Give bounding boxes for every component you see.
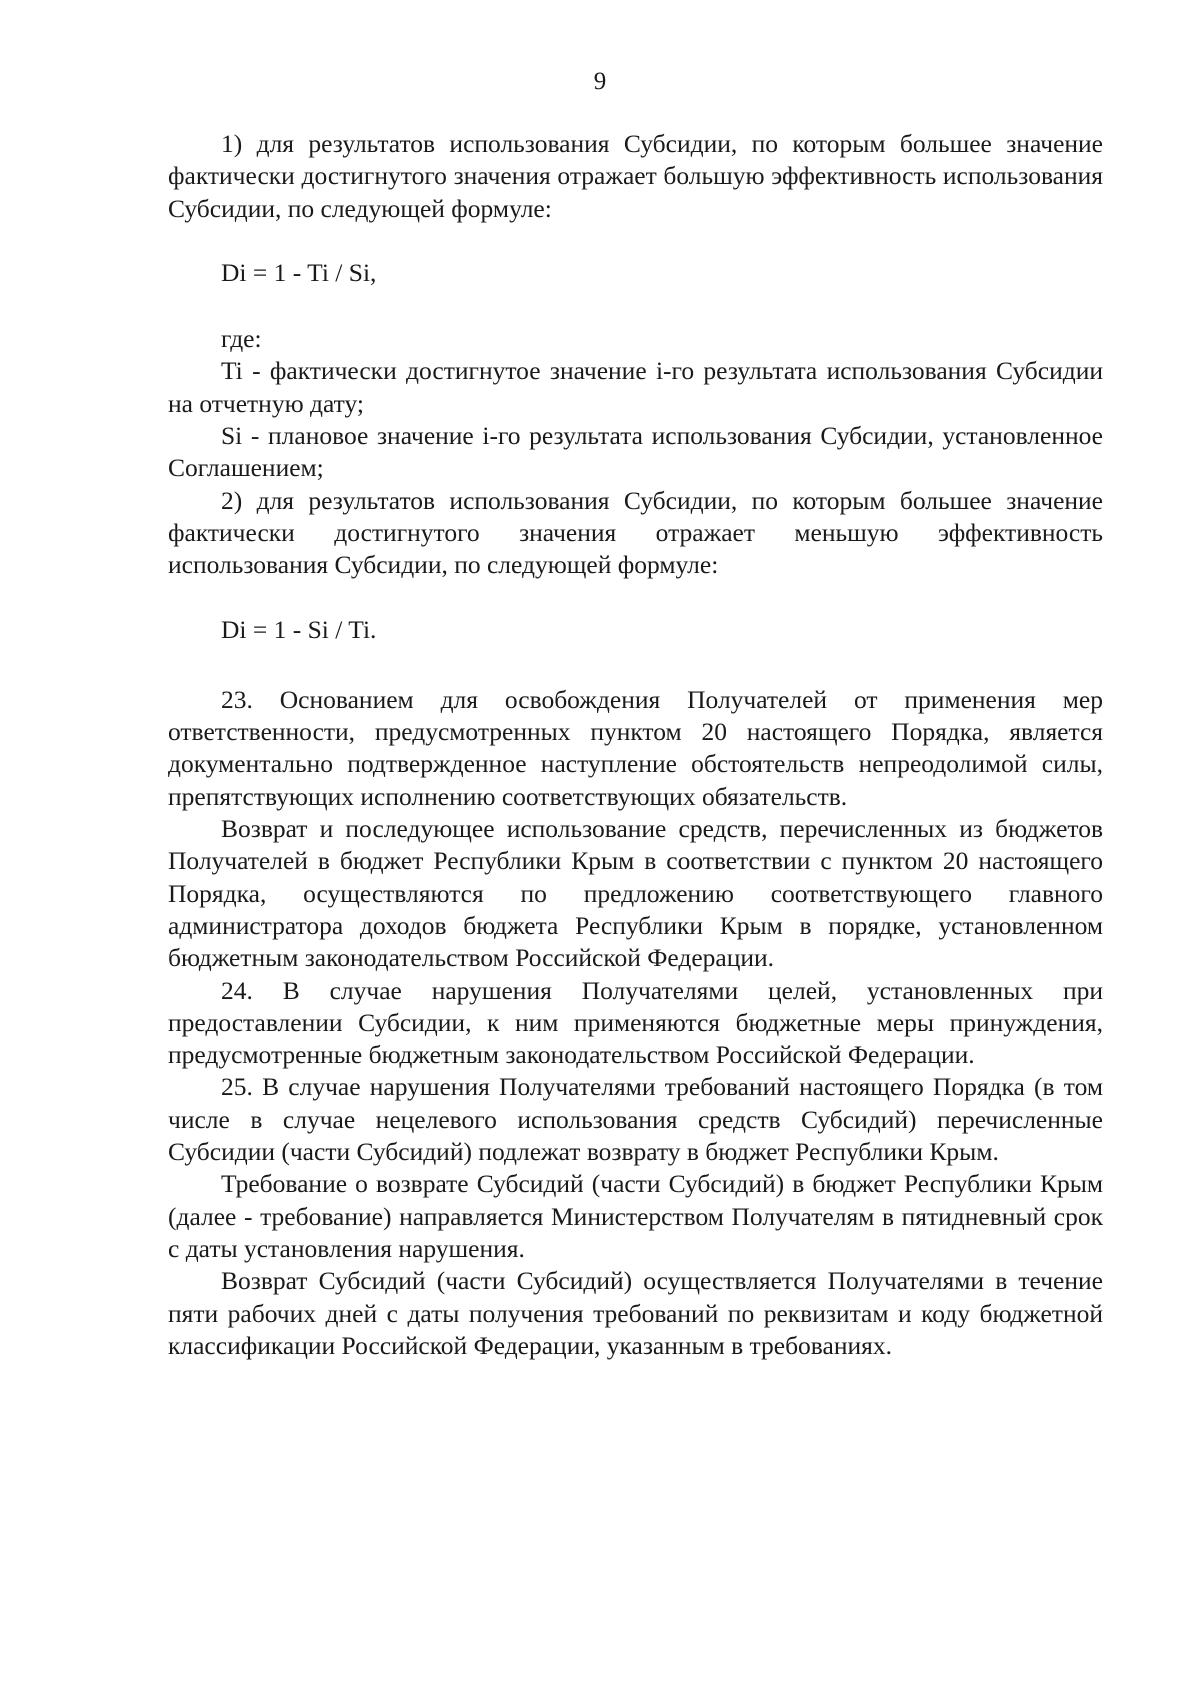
document-body [168, 128, 1103, 1362]
paragraph-ti-definition: Ti - фактически достигнутое значение i-го результата использования Субсидии на отчетную дату; [168, 356, 1103, 418]
formula-2: Di = 1 - Si / Ti. [221, 614, 377, 644]
paragraph-24: 24. В случае нарушения Получателями целей, установленных при предоставлении Субсидии, к ним применяются бюджетные меры принуждения, предусмотренные бюджетным законодательством Российской Федерации. [168, 975, 1103, 1070]
page-number: 9 [593, 68, 607, 95]
spacer [168, 289, 1103, 323]
where-label: где: [221, 324, 262, 354]
paragraph-25-requirement: Требование о возврате Субсидий (части Субсидий) в бюджет Республики Крым (далее - требование) направляется Министерством Получателям в пятидневный срок с даты установления нарушения. [168, 1169, 1103, 1263]
paragraph-23: 23. Основанием для освобождения Получателей от применения мер ответственности, предусмотренных пунктом 20 настоящего Порядка, является документально подтвержденное наступление обстоятельств непреодолимой силы, препятствующих исполнению соответствующих обязательств. [168, 684, 1103, 811]
spacer [168, 225, 1103, 257]
spacer [168, 646, 1103, 684]
paragraph-si-definition: Si - плановое значение i-го результата использования Субсидии, установленное Соглашением; [168, 421, 1103, 483]
paragraph-item-1: 1) для результатов использования Субсидии, по которым большее значение фактически достигнутого значения отражает большую эффективность использования Субсидии, по следующей формуле: [168, 129, 1103, 223]
paragraph-25-return: Возврат Субсидий (части Субсидий) осуществляется Получателями в течение пяти рабочих дней с даты получения требований по реквизитам и коду бюджетной классификации Российской Федерации, указанным в требованиях. [168, 1266, 1103, 1360]
paragraph-23-return: Возврат и последующее использование средств, перечисленных из бюджетов Получателей в бюджет Республики Крым в соответствии с пунктом 20 настоящего Порядка, осуществляются по предложению соответствующего главного администратора доходов бюджета Республики Крым в порядке, установленном бюджетным законодательством Российской Федерации. [168, 814, 1103, 973]
paragraph-item-2: 2) для результатов использования Субсидии, по которым большее значение фактически достигнутого значения отражает меньшую эффективность использования Субсидии, по следующей формуле: [168, 485, 1103, 580]
formula-1: Di = 1 - Ti / Si, [221, 257, 377, 287]
paragraph-25: 25. В случае нарушения Получателями требований настоящего Порядка (в том числе в случае нецелевого использования средств Субсидий) перечисленные Субсидии (части Субсидий) подлежат возврату в бюджет Республики Крым. [168, 1072, 1103, 1167]
spacer [168, 582, 1103, 614]
